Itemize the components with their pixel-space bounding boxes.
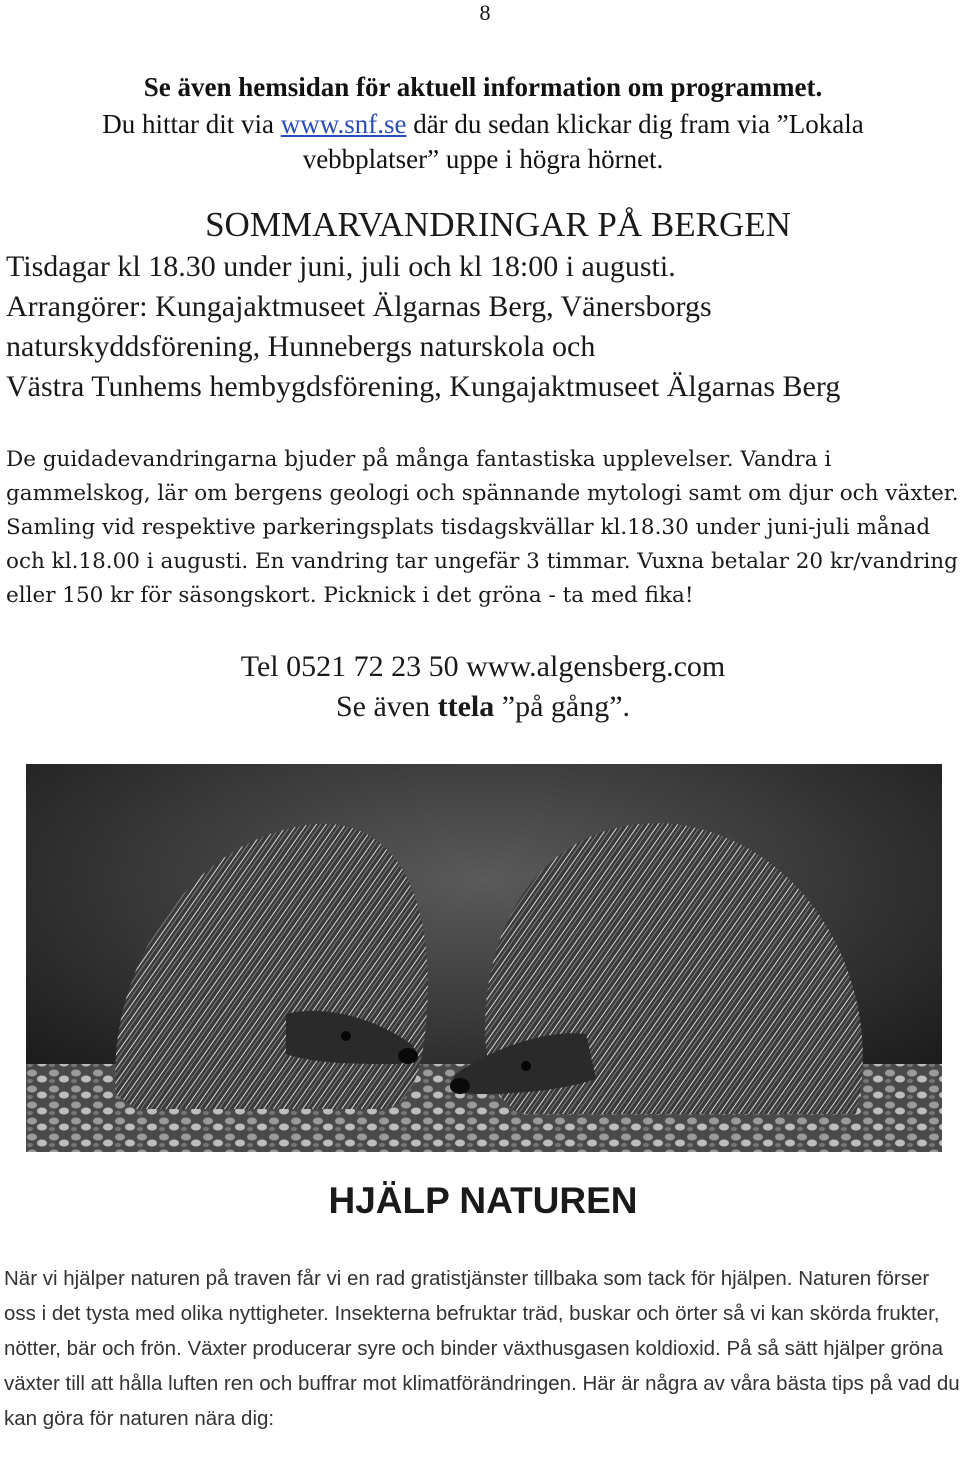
- organizers-line-3: Västra Tunhems hembygdsförening, Kungajaktmuseet Älgarnas Berg: [6, 370, 841, 403]
- website-notice-heading: Se även hemsidan för aktuell information om programmet.: [143, 72, 823, 102]
- organizers-line-2: naturskyddsförening, Hunnebergs naturskola och: [6, 330, 596, 363]
- website-notice-line: [0, 109, 960, 140]
- see-also-bold: ttela: [437, 690, 495, 723]
- contact-line: Tel 0521 72 23 50 www.algensberg.com: [240, 650, 726, 683]
- page-number: 8: [479, 0, 491, 25]
- schedule-line: Tisdagar kl 18.30 under juni, juli och kl 18:00 i augusti.: [6, 250, 676, 283]
- help-nature-heading: HJÄLP NATUREN: [328, 1180, 638, 1221]
- see-also-before: Se även: [335, 690, 438, 723]
- summer-walks-title: SOMMARVANDRINGAR PÅ BERGEN: [205, 205, 791, 244]
- notice-text-before-link: Du hittar dit via: [102, 109, 281, 139]
- help-nature-text: När vi hjälper naturen på traven får vi en rad gratistjänster tillbaka som tack för hjälpen. Naturen förser oss i det tysta med olika nyttigheter. Insekterna befruktar träd, buskar och örter så vi kan skörda frukter, nötter, bär och frön. Växter producerar syre och binder växthusgasen koldioxid. På så sätt hjälper gröna växter till att hålla luften ren och buffrar mot klimatförändringen. Här är några av våra bästa tips på vad du kan göra för naturen nära dig:: [4, 1267, 960, 1430]
- snf-link[interactable]: www.snf.se: [280, 109, 407, 139]
- organizers-line-1: Arrangörer: Kungajaktmuseet Älgarnas Berg, Vänersborgs: [6, 290, 712, 323]
- website-notice-line-2: vebbplatser” uppe i högra hörnet.: [302, 144, 664, 174]
- walks-description: De guidadevandringarna bjuder på många fantastiska upplevelser. Vandra i gammelskog, lär om bergens geologi och spännande mytologi samt om djur och växter. Samling vid respektive parkeringsplats tisdagskvällar kl.18.30 under juni-juli månad och kl.18.00 i augusti. En vandring tar ungefär 3 timmar. Vuxna betalar 20 kr/vandring eller 150 kr för säsongskort. Picknick i det gröna - ta med fika!: [6, 447, 959, 608]
- notice-text-after-link: där du sedan klickar dig fram via ”Lokala: [406, 109, 864, 139]
- see-also-line: [0, 690, 960, 724]
- hedgehogs-photo: [26, 764, 942, 1152]
- see-also-after: ”på gång”.: [494, 690, 631, 723]
